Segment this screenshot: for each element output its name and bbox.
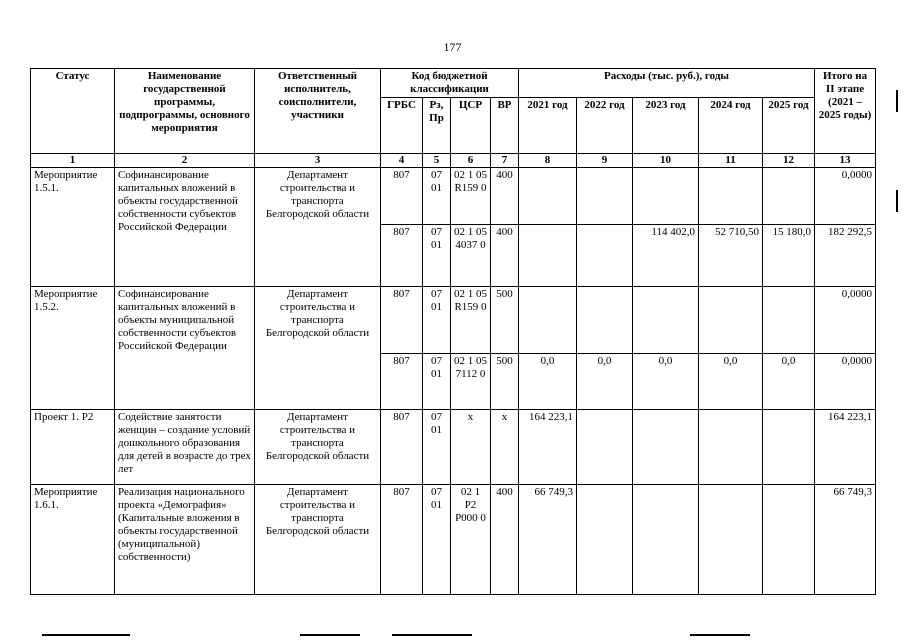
row-name: Софинансирование капитальных вложений в объекты муниципальной собственности субъектов Российской Федерации	[115, 287, 255, 410]
column-number: 7	[491, 154, 519, 168]
header-expenses: Расходы (тыс. руб.), годы	[519, 69, 815, 98]
header-executor: Ответственный исполнитель, соисполнители, участники	[255, 69, 381, 154]
cell-rzpr: 07 01	[423, 485, 451, 595]
column-number: 2	[115, 154, 255, 168]
header-2021: 2021 год	[519, 98, 577, 154]
cell-total: 0,0000	[815, 168, 876, 225]
header-2022: 2022 год	[577, 98, 633, 154]
cell-total: 164 223,1	[815, 410, 876, 485]
cell-grbs: 807	[381, 287, 423, 354]
cell-2022	[577, 168, 633, 225]
scan-edge-mark	[896, 190, 898, 212]
column-number: 1	[31, 154, 115, 168]
cell-2022	[577, 225, 633, 287]
row-status: Мероприятие 1.5.1.	[31, 168, 115, 287]
header-2024: 2024 год	[699, 98, 763, 154]
cell-2021	[519, 225, 577, 287]
cell-2023: 0,0	[633, 354, 699, 410]
row-status: Мероприятие 1.6.1.	[31, 485, 115, 595]
scan-edge-mark	[42, 634, 130, 636]
column-number: 9	[577, 154, 633, 168]
row-name: Содействие занятости женщин – создание условий дошкольного образования для детей в возрасте до трех лет	[115, 410, 255, 485]
row-executor: Департамент строительства и транспорта Белгородской области	[255, 485, 381, 595]
cell-2024: 52 710,50	[699, 225, 763, 287]
header-total: Итого на II этапе (2021 – 2025 годы)	[815, 69, 876, 154]
cell-2022	[577, 287, 633, 354]
table-row	[31, 485, 876, 595]
scan-edge-mark	[300, 634, 360, 636]
header-budget-code: Код бюджетной классификации	[381, 69, 519, 98]
table-row	[31, 410, 876, 485]
cell-2021	[519, 287, 577, 354]
row-executor: Департамент строительства и транспорта Белгородской области	[255, 410, 381, 485]
cell-2022	[577, 410, 633, 485]
cell-2021: 0,0	[519, 354, 577, 410]
header-vr: ВР	[491, 98, 519, 154]
header-program-name: Наименование государственной программы, подпрограммы, основного мероприятия	[115, 69, 255, 154]
scan-edge-mark	[392, 634, 472, 636]
cell-2025	[763, 168, 815, 225]
header-csr: ЦСР	[451, 98, 491, 154]
cell-2023	[633, 287, 699, 354]
cell-rzpr: 07 01	[423, 225, 451, 287]
cell-2024: 0,0	[699, 354, 763, 410]
row-executor: Департамент строительства и транспорта Белгородской области	[255, 168, 381, 287]
column-number-row	[31, 154, 876, 168]
row-status: Проект 1. Р2	[31, 410, 115, 485]
cell-csr: 02 1 05 7112 0	[451, 354, 491, 410]
cell-rzpr: 07 01	[423, 410, 451, 485]
table-row	[31, 168, 876, 225]
cell-2021	[519, 168, 577, 225]
column-number: 12	[763, 154, 815, 168]
row-name: Реализация национального проекта «Демография» (Капитальные вложения в объекты государственной (муниципальной) собственности)	[115, 485, 255, 595]
cell-2025	[763, 485, 815, 595]
cell-2024	[699, 287, 763, 354]
cell-grbs: 807	[381, 485, 423, 595]
cell-2024	[699, 410, 763, 485]
cell-vr: 400	[491, 168, 519, 225]
scan-edge-mark	[690, 634, 750, 636]
cell-rzpr: 07 01	[423, 168, 451, 225]
cell-2023	[633, 410, 699, 485]
cell-total: 0,0000	[815, 287, 876, 354]
cell-2021: 66 749,3	[519, 485, 577, 595]
cell-vr: 400	[491, 485, 519, 595]
column-number: 3	[255, 154, 381, 168]
cell-2025	[763, 410, 815, 485]
cell-2023	[633, 168, 699, 225]
cell-2024	[699, 485, 763, 595]
cell-rzpr: 07 01	[423, 354, 451, 410]
cell-csr: 02 1 P2 P000 0	[451, 485, 491, 595]
cell-rzpr: 07 01	[423, 287, 451, 354]
cell-csr: х	[451, 410, 491, 485]
column-number: 5	[423, 154, 451, 168]
cell-2025: 0,0	[763, 354, 815, 410]
budget-table	[30, 68, 876, 595]
cell-2021: 164 223,1	[519, 410, 577, 485]
cell-2023: 114 402,0	[633, 225, 699, 287]
header-2023: 2023 год	[633, 98, 699, 154]
cell-vr: х	[491, 410, 519, 485]
cell-grbs: 807	[381, 168, 423, 225]
cell-vr: 400	[491, 225, 519, 287]
table-row	[31, 287, 876, 354]
row-status: Мероприятие 1.5.2.	[31, 287, 115, 410]
scan-edge-mark	[896, 90, 898, 112]
cell-2022	[577, 485, 633, 595]
page-number: 177	[443, 40, 462, 54]
cell-grbs: 807	[381, 225, 423, 287]
cell-csr: 02 1 05 R159 0	[451, 168, 491, 225]
row-name: Софинансирование капитальных вложений в объекты государственной собственности субъектов Российской Федерации	[115, 168, 255, 287]
column-number: 6	[451, 154, 491, 168]
cell-grbs: 807	[381, 410, 423, 485]
column-number: 8	[519, 154, 577, 168]
cell-total: 0,0000	[815, 354, 876, 410]
row-executor: Департамент строительства и транспорта Белгородской области	[255, 287, 381, 410]
cell-total: 182 292,5	[815, 225, 876, 287]
header-status: Статус	[31, 69, 115, 154]
cell-2023	[633, 485, 699, 595]
cell-grbs: 807	[381, 354, 423, 410]
header-rzpr: Рз, Пр	[423, 98, 451, 154]
cell-2025	[763, 287, 815, 354]
cell-total: 66 749,3	[815, 485, 876, 595]
column-number: 10	[633, 154, 699, 168]
header-2025: 2025 год	[763, 98, 815, 154]
column-number: 4	[381, 154, 423, 168]
cell-2022: 0,0	[577, 354, 633, 410]
cell-csr: 02 1 05 4037 0	[451, 225, 491, 287]
header-grbs: ГРБС	[381, 98, 423, 154]
cell-vr: 500	[491, 354, 519, 410]
cell-2025: 15 180,0	[763, 225, 815, 287]
cell-vr: 500	[491, 287, 519, 354]
cell-csr: 02 1 05 R159 0	[451, 287, 491, 354]
cell-2024	[699, 168, 763, 225]
column-number: 13	[815, 154, 876, 168]
column-number: 11	[699, 154, 763, 168]
